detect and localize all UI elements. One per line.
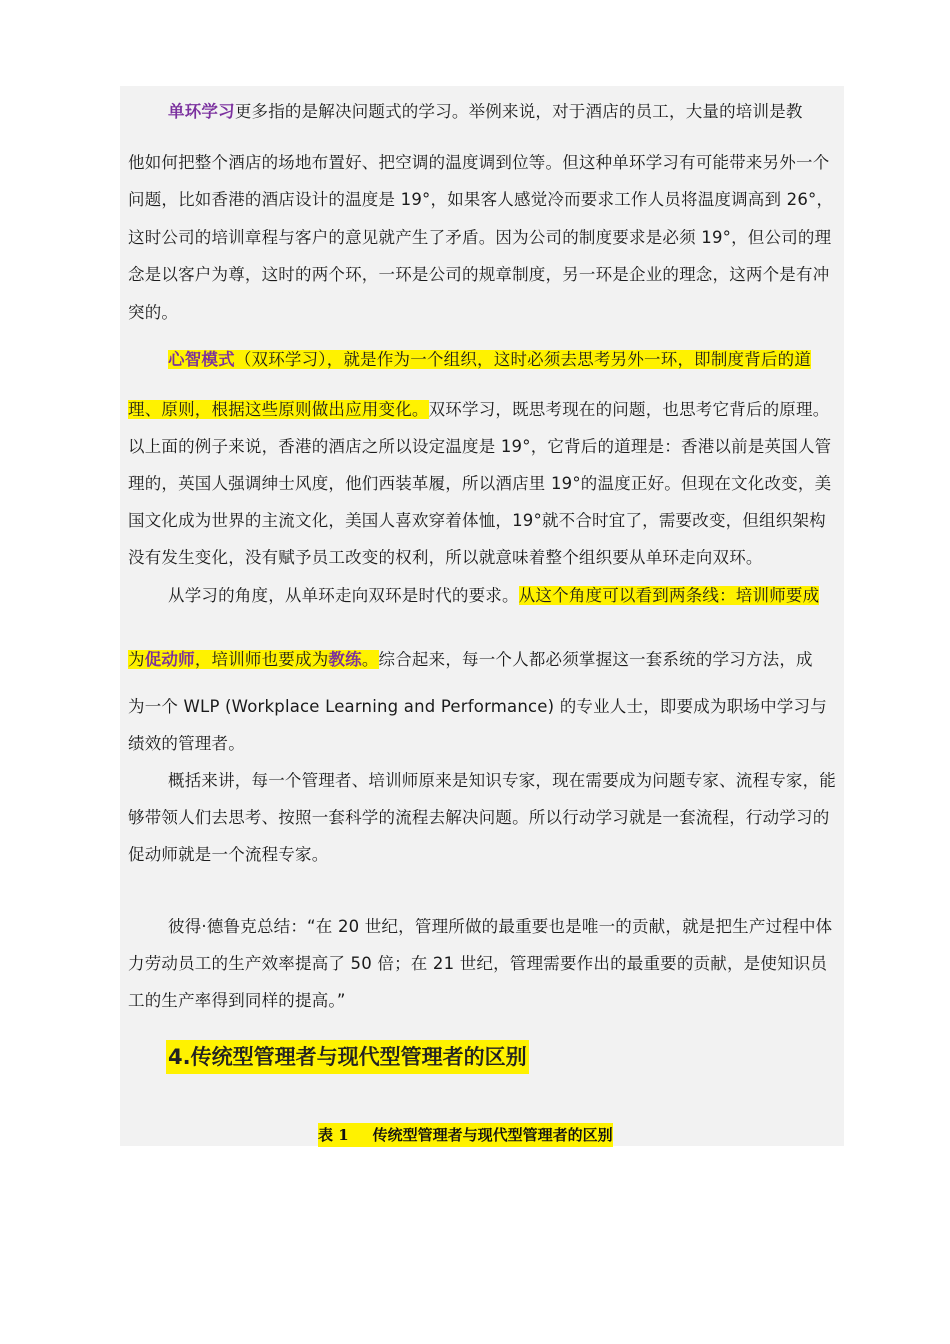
keyword-facilitator: 促动师 [144, 650, 195, 669]
paragraph-single-loop: 单环学习更多指的是解决问题式的学习。举例来说，对于酒店的员工，大量的培训是教 [168, 102, 803, 121]
keyword-coach: 教练 [328, 650, 362, 669]
table-caption-label: 表 1 [318, 1126, 349, 1144]
paragraph-roles-intro: 从学习的角度，从单环走向双环是时代的要求。从这个角度可以看到两条线：培训师要成 [168, 586, 820, 605]
paragraph-double-loop: 理、原则，根据这些原则做出应用变化。双环学习，既思考现在的问题，也思考它背后的原理。以上面的例子来说，香港的酒店之所以设定温度是 19°，它背后的道理是：香港以前是英国人管理的，英国人强调绅士风度，他们西装革履，所以酒店里 19°的温度正好。但现在文化改变，美国文化成为世界的主流文化，美国人喜欢穿着体恤，19°就不合时宜了，需要改变，但组织架构没有发生变化，没有赋予员工改变的权利，所以就意味着整个组织要从单环走向双环。 [128, 400, 832, 567]
table-caption-title: 传统型管理者与现代型管理者的区别 [372, 1126, 613, 1144]
highlight-two-lines: 从这个角度可以看到两条线：培训师要成 [518, 586, 820, 605]
section-heading: 4.传统型管理者与现代型管理者的区别 [166, 1040, 529, 1074]
paragraph-roles: 为促动师，培训师也要成为教练。综合起来，每一个人都必须掌握这一套系统的学习方法，成 [128, 650, 813, 669]
paragraph-summary: 概括来讲，每一个管理者、培训师原来是知识专家，现在需要成为问题专家、流程专家，能够带领人们去思考、按照一套科学的流程去解决问题。所以行动学习就是一套流程，行动学习的促动师就是一个流程专家。 [128, 771, 836, 864]
keyword-mental-model: 心智模式 [168, 350, 235, 369]
paragraph-single-loop-cont: 他如何把整个酒店的场地布置好、把空调的温度调到位等。但这种单环学习有可能带来另外一个问题，比如香港的酒店设计的温度是 19°，如果客人感觉冷而要求工作人员将温度调高到 26°，这时公司的培训章程与客户的意见就产生了矛盾。因为公司的制度要求是必须 19°，但公司的理念是以客户为尊，这时的两个环，一环是公司的规章制度，另一环是企业的理念，这两个是有冲突的。 [128, 153, 834, 322]
highlight-roles: 为促动师，培训师也要成为教练。 [128, 650, 379, 669]
paragraph-wlp: 为一个 WLP (Workplace Learning and Performance) 的专业人士，即要成为职场中学习与绩效的管理者。 [128, 697, 827, 753]
paragraph-mental-model [128, 341, 836, 378]
highlight-principles: 理、原则，根据这些原则做出应用变化。 [128, 400, 429, 419]
keyword-single-loop: 单环学习 [168, 102, 235, 121]
highlight-mental-model: 心智模式（双环学习），就是作为一个组织，这时必须去思考另外一环，即制度背后的道 [168, 350, 812, 369]
table-caption [318, 1123, 613, 1147]
paragraph-drucker-quote: 彼得·德鲁克总结：“在 20 世纪，管理所做的最重要也是唯一的贡献，就是把生产过程中体力劳动员工的生产效率提高了 50 倍；在 21 世纪，管理需要作出的最重要的贡献，是使知识员工的生产率得到同样的提高。” [128, 917, 833, 1010]
